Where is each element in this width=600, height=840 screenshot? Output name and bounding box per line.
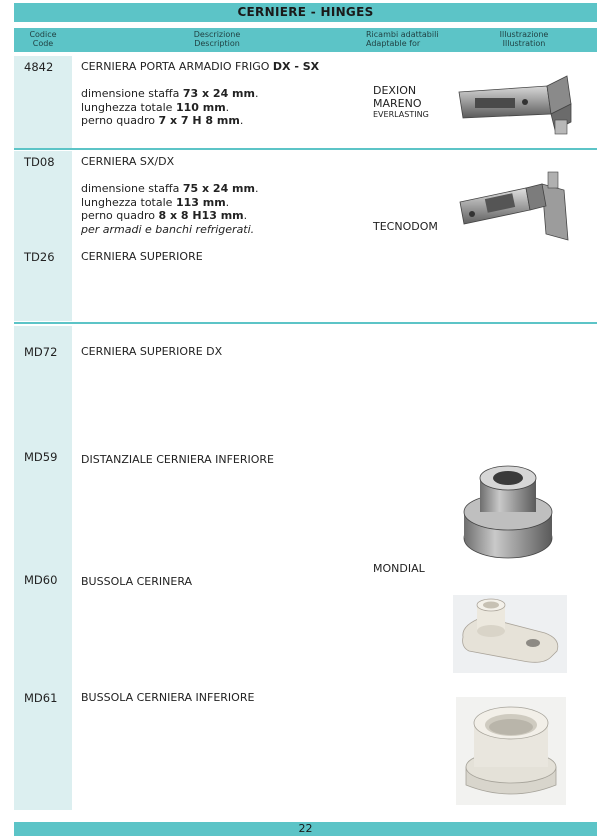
spacer-md59-image [462,460,554,568]
item-specs: dimensione staffa 75 x 24 mm. lunghezza totale 113 mm. perno quadro 8 x 8 H13 mm. per armadi e banchi refrigerati. [81,182,259,236]
item-code: TD08 [24,155,55,169]
item-code: MD60 [24,573,58,587]
item-description: BUSSOLA CERINERA [81,575,193,588]
code-column-bg [14,326,72,810]
header-adaptable: Ricambi adattabili Adaptable for [366,30,439,48]
section-divider [14,322,597,324]
code-column-bg [14,151,72,321]
bushing-md61-image [456,697,566,805]
item-description: DISTANZIALE CERNIERA INFERIORE [81,453,274,466]
header-description: Descrizione Description [193,30,241,48]
page-title: CERNIERE - HINGES [14,3,597,22]
item-description: CERNIERA SUPERIORE [81,250,203,263]
hinge-4842-image [455,74,575,140]
item-code: MD72 [24,345,58,359]
item-description: CERNIERA SX/DX [81,155,175,168]
item-description: CERNIERA PORTA ARMADIO FRIGO DX - SX [81,60,320,73]
item-description: BUSSOLA CERNIERA INFERIORE [81,691,255,704]
item-description: CERNIERA SUPERIORE DX [81,345,223,358]
page-number: 22 [14,822,597,836]
item-code: 4842 [24,60,54,74]
adaptable-brand: MONDIAL [373,562,425,575]
adaptable-brand: TECNODOM [373,220,438,233]
item-specs: dimensione staffa 73 x 24 mm. lunghezza totale 110 mm. perno quadro 7 x 7 H 8 mm. [81,87,259,127]
table-header [14,28,597,52]
header-illustration: Illustrazione Illustration [499,30,549,48]
item-code: MD61 [24,691,58,705]
section-divider [14,148,597,150]
hinge-td08-image [456,166,576,242]
header-code: Codice Code [29,30,57,48]
item-code: TD26 [24,250,55,264]
item-code: MD59 [24,450,58,464]
bushing-md60-image [453,595,567,673]
adaptable-brands: DEXION MARENO EVERLASTING [373,84,429,119]
